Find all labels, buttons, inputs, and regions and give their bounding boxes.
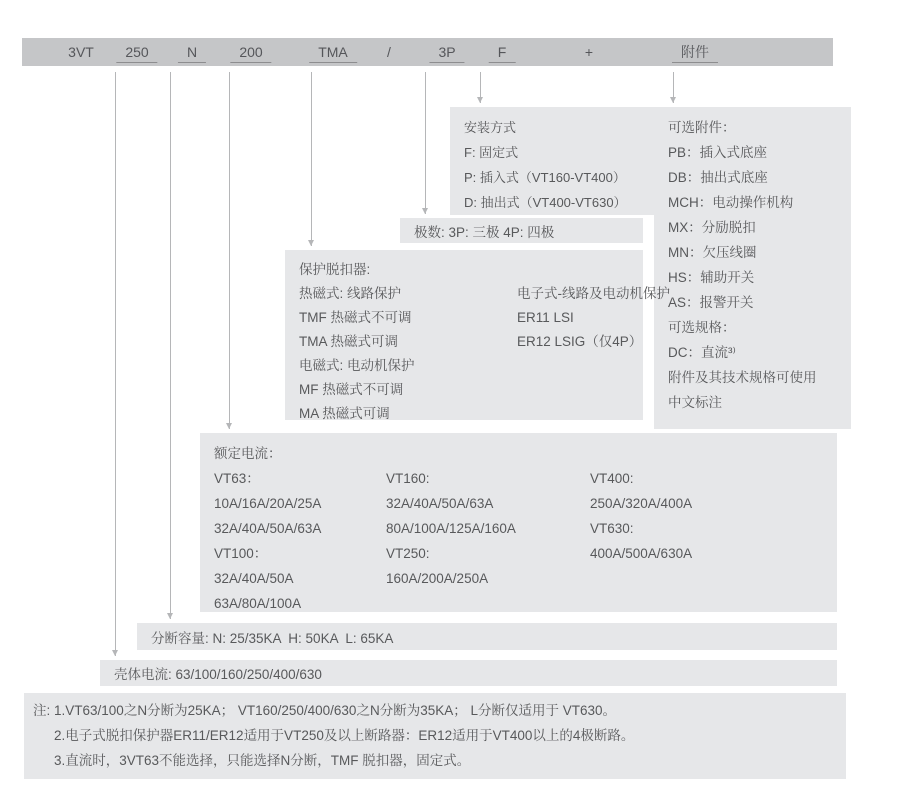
- trip-unit-box: [285, 250, 670, 421]
- trip-unit-line: 热磁式: 线路保护: [299, 286, 402, 301]
- connector-n-breaking-capacity: [170, 72, 171, 619]
- accessory-line: MCH：电动操作机构: [668, 195, 794, 210]
- code-segment: 250: [116, 41, 157, 63]
- accessory-line: DB：抽出式底座: [668, 170, 768, 185]
- code-segment: +: [584, 43, 594, 60]
- trip-unit-line: 电磁式: 电动机保护: [299, 358, 415, 373]
- trip-unit-right-column: [517, 250, 670, 354]
- rated-current-line: VT250:: [386, 546, 430, 561]
- rated-current-col2: [386, 433, 516, 591]
- connector-250-frame-current: [115, 72, 116, 656]
- rated-current-line: 10A/16A/20A/25A: [214, 496, 322, 511]
- accessory-line: AS：报警开关: [668, 295, 754, 310]
- trip-unit-line: MA 热磁式可调: [299, 406, 390, 421]
- mounting-type-line: P: 插入式（VT160-VT400）: [464, 170, 626, 185]
- footnotes-label: 注:: [33, 703, 55, 718]
- trip-unit-left-column: [285, 250, 415, 426]
- footnotes-lines: [54, 698, 634, 779]
- accessory-line: MN：欠压线圈: [668, 245, 757, 260]
- breaking-capacity-bar: [137, 623, 837, 650]
- code-segment: 200: [230, 41, 271, 63]
- rated-current-line: 32A/40A/50A/63A: [214, 521, 322, 536]
- frame-current-text: 壳体电流: 63/100/160/250/400/630: [114, 667, 322, 682]
- mounting-type-line: F: 固定式: [464, 145, 519, 160]
- rated-current-line: 80A/100A/125A/160A: [386, 521, 516, 536]
- footnote-line: 3.直流时，3VT63不能选择，只能选择N分断，TMF 脱扣器，固定式。: [54, 753, 471, 768]
- poles-text: 极数: 3P: 三极 4P: 四极: [414, 224, 555, 240]
- code-segment: F: [489, 41, 516, 63]
- connector-tma-trip-unit: [311, 72, 312, 246]
- rated-current-line: 32A/40A/50A: [214, 571, 294, 586]
- rated-current-line: 额定电流：: [214, 446, 282, 461]
- accessory-line: 可选规格：: [668, 320, 736, 335]
- rated-current-line: VT400:: [590, 471, 634, 486]
- connector-200-rated-current: [229, 72, 230, 429]
- code-segment: TMA: [309, 41, 357, 63]
- rated-current-line: 160A/200A/250A: [386, 571, 489, 586]
- rated-current-line: 32A/40A/50A/63A: [386, 496, 494, 511]
- trip-unit-line: ER11 LSI: [517, 310, 574, 325]
- trip-unit-line: 电子式-线路及电动机保护: [517, 286, 670, 301]
- code-segment: /: [387, 43, 391, 60]
- accessory-line: 可选附件：: [668, 120, 736, 135]
- mounting-type-line: 安装方式: [464, 120, 517, 135]
- accessory-line: PB：插入式底座: [668, 145, 768, 160]
- rated-current-box: [200, 433, 837, 612]
- code-segment: N: [178, 41, 206, 63]
- trip-unit-line: MF 热磁式不可调: [299, 382, 404, 397]
- rated-current-col1: [200, 433, 321, 616]
- rated-current-line: VT630:: [590, 521, 634, 536]
- mounting-type-line: D: 抽出式（VT400-VT630）: [464, 195, 627, 210]
- rated-current-line: VT63：: [214, 471, 260, 486]
- code-segment: 3VT: [68, 43, 94, 60]
- mounting-type-box: [450, 107, 657, 215]
- rated-current-line: 63A/80A/100A: [214, 596, 302, 611]
- trip-unit-line: ER12 LSIG（仅4P）: [517, 334, 643, 349]
- code-segment: 附件: [672, 41, 718, 63]
- accessory-line: HS：辅助开关: [668, 270, 755, 285]
- accessory-line: MX：分励脱扣: [668, 220, 756, 235]
- rated-current-line: 400A/500A/630A: [590, 546, 693, 561]
- rated-current-col3: [590, 433, 692, 566]
- accessory-line: 附件及其技术规格可使用: [668, 370, 817, 385]
- trip-unit-line: TMA 热磁式可调: [299, 334, 399, 349]
- trip-unit-line: 保护脱扣器:: [299, 262, 371, 277]
- connector-accessories: [673, 72, 674, 103]
- footnotes-box: [24, 693, 846, 779]
- connector-3p-poles: [425, 72, 426, 214]
- footnote-line: 2.电子式脱扣保护器ER11/ER12适用于VT250及以上断路器：ER12适用于VT400以上的4极断路。: [54, 728, 635, 743]
- accessories-box: [654, 107, 851, 429]
- ordering-code-bar: [22, 38, 833, 66]
- rated-current-line: VT160:: [386, 471, 430, 486]
- poles-bar: [400, 218, 643, 243]
- breaking-capacity-text: 分断容量: N: 25/35KA H: 50KA L: 65KA: [151, 630, 394, 646]
- trip-unit-line: TMF 热磁式不可调: [299, 310, 412, 325]
- code-segment: 3P: [429, 41, 464, 63]
- connector-f-mounting: [480, 72, 481, 103]
- footnote-line: 1.VT63/100之N分断为25KA； VT160/250/400/630之N分断为35KA； L分断仅适用于 VT630。: [54, 703, 616, 718]
- rated-current-line: VT100：: [214, 546, 268, 561]
- rated-current-line: 250A/320A/400A: [590, 496, 693, 511]
- accessory-line: DC：直流³⁾: [668, 345, 736, 360]
- frame-current-bar: [100, 660, 837, 686]
- accessory-line: 中文标注: [668, 395, 722, 410]
